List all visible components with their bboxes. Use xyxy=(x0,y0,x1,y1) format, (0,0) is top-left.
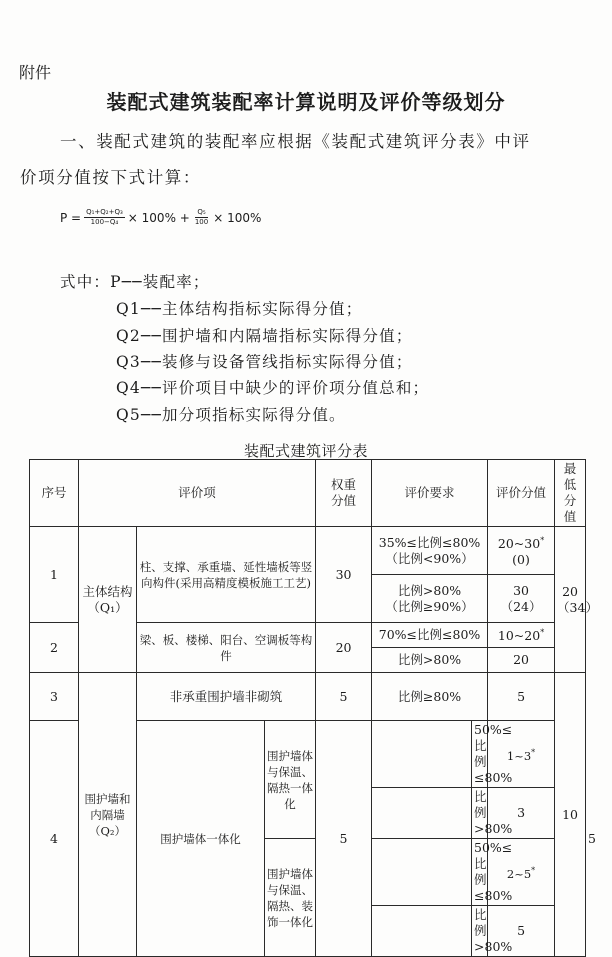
row1-requirement-a xyxy=(372,527,488,575)
intro-line-2: 价项分值按下式计算： xyxy=(20,168,201,187)
row3-seq: 3 xyxy=(30,673,79,721)
table-row xyxy=(30,527,586,575)
row4-indent-cell xyxy=(372,721,472,788)
row4-requirement-a1: 50%≤比例≤80% xyxy=(472,721,488,788)
definition-q2: Q2──围护墙和内隔墙指标实际得分值； xyxy=(116,327,413,345)
fraction-1-denominator: 100−Q₄ xyxy=(90,218,119,226)
table-row xyxy=(30,673,586,721)
header-min-score: 最低分值 xyxy=(555,460,586,527)
header-weight: 权重分值 xyxy=(316,460,372,527)
formula-lhs: P = xyxy=(60,210,82,225)
formula-times-2: × 100% xyxy=(213,210,262,225)
definition-q3: Q3──装修与设备管线指标实际得分值； xyxy=(116,353,413,371)
row1-req-a-line2: （比例<90%） xyxy=(385,550,474,566)
annex-label: 附件 xyxy=(19,63,52,82)
formula-times-1: × 100% + xyxy=(127,210,190,225)
row1-requirement-b xyxy=(372,575,488,623)
assembly-rate-formula xyxy=(60,208,261,227)
table-title: 装配式建筑评分表 xyxy=(243,442,368,460)
row4-indent-cell xyxy=(372,906,472,957)
row1-score-a-line1: 20~30 xyxy=(497,536,541,552)
intro-line-1: 一、装配式建筑的装配率应根据《装配式建筑评分表》中评 xyxy=(60,132,531,151)
definition-q4: Q4──评价项目中缺少的评价项分值总和； xyxy=(116,379,430,397)
header-score: 评价分值 xyxy=(488,460,555,527)
row1-req-a-line1: 35%≤比例≤80% xyxy=(378,534,481,550)
row3-weight: 5 xyxy=(316,673,372,721)
row4-score-a1-value: 1~3 xyxy=(506,748,532,763)
row1-score-a-line2: (0) xyxy=(512,552,530,568)
row4-requirement-b1: 50%≤比例≤80% xyxy=(472,839,488,906)
row4-weight: 5 xyxy=(316,721,372,957)
row4-sub-b: 围护墙体与保温、隔热、装饰一体化 xyxy=(265,839,316,957)
fraction-2-numerator: Q₅ xyxy=(197,208,206,216)
table-row: 4 围护墙体一体化 围护墙体与保温、隔热一体化 5 50%≤比例≤80% 1~3* 5 xyxy=(30,721,586,788)
fraction-1-numerator: Q₁+Q₂+Q₃ xyxy=(86,208,123,216)
group1-min-score-1: 20 xyxy=(562,583,578,599)
table-header-row xyxy=(30,460,586,527)
group2-min-score: 10 xyxy=(555,673,586,957)
score-table xyxy=(29,459,598,957)
row1-score-b-line2: （24） xyxy=(500,598,542,614)
definition-q1: Q1──主体结构指标实际得分值； xyxy=(116,300,363,318)
row1-score-b xyxy=(488,575,555,623)
note-mark: * xyxy=(531,865,536,875)
row4-seq: 4 xyxy=(30,721,79,957)
row2-requirement-b: 比例>80% xyxy=(372,648,488,673)
header-requirement: 评价要求 xyxy=(372,460,488,527)
row4-score-a2: 3 xyxy=(488,788,555,839)
definition-intro: 式中：P──装配率； xyxy=(60,273,210,291)
row2-requirement-a: 70%≤比例≤80% xyxy=(372,623,488,648)
row4-score-b2: 5 xyxy=(488,906,555,957)
group2-name: 围护墙和内隔墙（Q₂） xyxy=(79,673,137,957)
row1-score-b-line1: 30 xyxy=(513,582,529,598)
note-mark: * xyxy=(540,628,545,638)
row3-item: 非承重围护墙非砌筑 xyxy=(137,673,316,721)
note-mark: * xyxy=(531,747,536,757)
row4-indent-cell xyxy=(372,788,472,839)
row1-score-a xyxy=(488,527,555,575)
row3-requirement: 比例≥80% xyxy=(372,673,488,721)
row4-requirement-b2: 比例>80% xyxy=(472,906,488,957)
row1-req-b-line1: 比例>80% xyxy=(397,582,462,598)
row4-sub-a: 围护墙体与保温、隔热一体化 xyxy=(265,721,316,839)
group1-name: 主体结构（Q₁） xyxy=(79,527,137,673)
row2-item: 梁、板、楼梯、阳台、空调板等构件 xyxy=(137,623,316,673)
definition-q5: Q5──加分项指标实际得分值。 xyxy=(116,406,346,424)
document-title: 装配式建筑装配率计算说明及评价等级划分 xyxy=(106,90,506,114)
group1-min-score xyxy=(555,527,598,673)
group1-min-score-2: （34） xyxy=(557,599,598,615)
fraction-2-denominator: 100 xyxy=(194,218,209,226)
row4-score-b1 xyxy=(488,839,555,906)
row4-indent-cell xyxy=(372,839,472,906)
row4-score-b1-value: 2~5 xyxy=(506,866,532,881)
formula-fraction-1 xyxy=(84,208,125,227)
row2-score-a-value: 10~20 xyxy=(497,628,541,644)
header-seq: 序号 xyxy=(30,460,79,527)
row2-score-a xyxy=(488,623,555,648)
row1-req-b-line2: （比例≥90%） xyxy=(385,598,474,614)
row4-requirement-a2: 比例>80% xyxy=(472,788,488,839)
row4-item: 围护墙体一体化 xyxy=(137,721,265,957)
note-mark: * xyxy=(540,535,545,545)
formula-fraction-2 xyxy=(193,208,210,227)
row1-seq: 1 xyxy=(30,527,79,623)
row1-item: 柱、支撑、承重墙、延性墙板等竖向构件(采用高精度模板施工工艺) xyxy=(137,527,316,623)
header-item: 评价项 xyxy=(79,460,316,527)
row2-score-b: 20 xyxy=(488,648,555,673)
row2-seq: 2 xyxy=(30,623,79,673)
row3-score: 5 xyxy=(488,673,555,721)
row1-weight: 30 xyxy=(316,527,372,623)
row2-weight: 20 xyxy=(316,623,372,673)
